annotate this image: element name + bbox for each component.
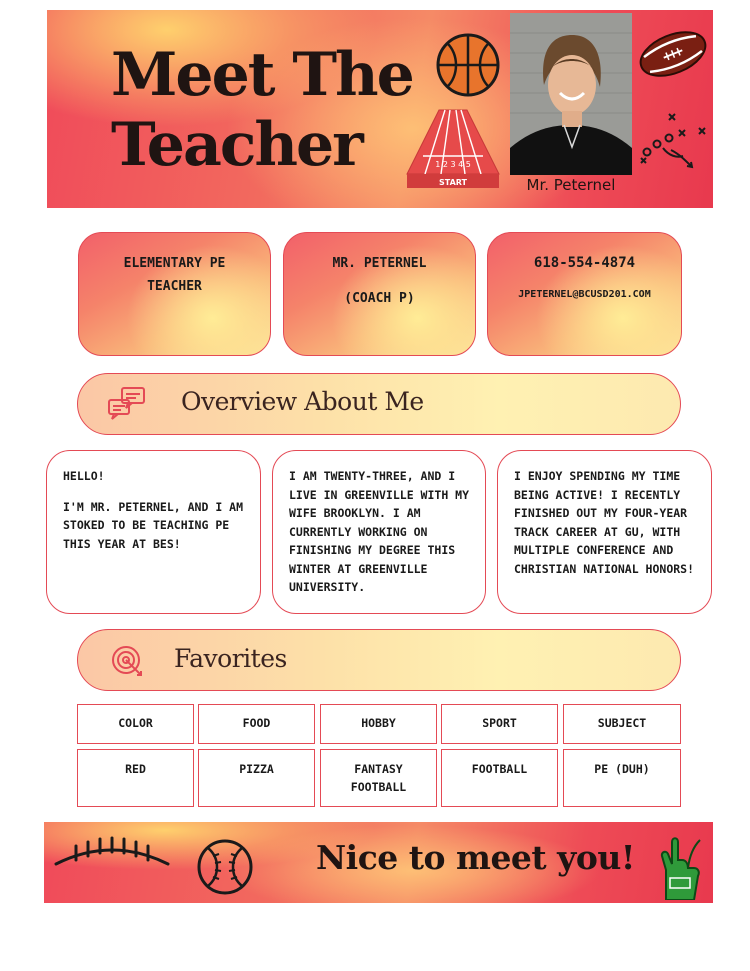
photo-caption: Mr. Peternel [526,176,616,194]
about-greeting: HELLO! [63,469,105,483]
page-title [111,40,413,180]
footer-message: Nice to meet you! [316,838,635,877]
footer-banner [44,822,713,903]
overview-heading: Overview About Me [181,387,424,416]
favorites-header-food: FOOD [198,704,315,744]
favorites-header-hobby: HOBBY [320,704,437,744]
about-intro: I'M MR. PETERNEL, AND I AM STOKED TO BE TEACHING PE THIS YEAR AT BES! [63,499,244,551]
football-icon [637,24,709,84]
baseball-icon [196,838,254,896]
role-line-1: ELEMENTARY PE [123,256,226,271]
foam-finger-icon [658,834,704,900]
about-box-greeting [46,450,261,614]
favorites-heading: Favorites [174,644,287,673]
track-start-label: START [438,178,468,187]
football-laces-icon [52,830,172,870]
role-card [78,232,271,356]
basketball-icon [435,32,501,98]
teacher-photo [510,13,632,175]
favorite-food-value: PIZZA [198,749,315,807]
favorite-hobby-value: FANTASY FOOTBALL [320,749,437,807]
favorite-sport-value: FOOTBALL [441,749,558,807]
contact-card [487,232,682,356]
overview-heading-bar [77,373,681,435]
football-play-diagram-icon [639,108,713,174]
header-banner [47,10,713,208]
about-box-hobbies [497,450,712,614]
teacher-nickname: (COACH P) [344,291,415,306]
role-line-2: TEACHER [147,279,202,294]
about-background-text: I AM TWENTY-THREE, AND I LIVE IN GREENVILLE WITH MY WIFE BROOKLYN. I AM CURRENTLY WORKING ON FINISHING MY DEGREE THIS WINTER AT GREENVILLE UNIVERSITY. [289,469,470,594]
name-card [283,232,476,356]
favorite-color-value: RED [77,749,194,807]
teacher-name: MR. PETERNEL [332,256,427,271]
favorites-heading-bar [77,629,681,691]
favorites-header-color: COLOR [77,704,194,744]
favorite-subject-value: PE (DUH) [563,749,681,807]
title-line-1: Meet The [111,40,413,110]
favorites-header-subject: SUBJECT [563,704,681,744]
running-track-icon [403,104,503,190]
target-icon [110,642,146,678]
about-hobbies-text: I ENJOY SPENDING MY TIME BEING ACTIVE! I RECENTLY FINISHED OUT MY FOUR-YEAR TRACK CAREER AT GU, WITH MULTIPLE CONFERENCE AND CHRISTIAN NATIONAL HONORS! [514,469,695,576]
about-box-background [272,450,486,614]
phone-number: 618-554-4874 [533,255,636,271]
email-address: JPETERNEL@BCUSD201.COM [518,289,651,300]
track-lane-numbers: 1 2 3 4 5 [435,160,471,169]
favorites-header-sport: SPORT [441,704,558,744]
chat-bubbles-icon [106,386,148,422]
title-line-2: Teacher [111,110,362,180]
